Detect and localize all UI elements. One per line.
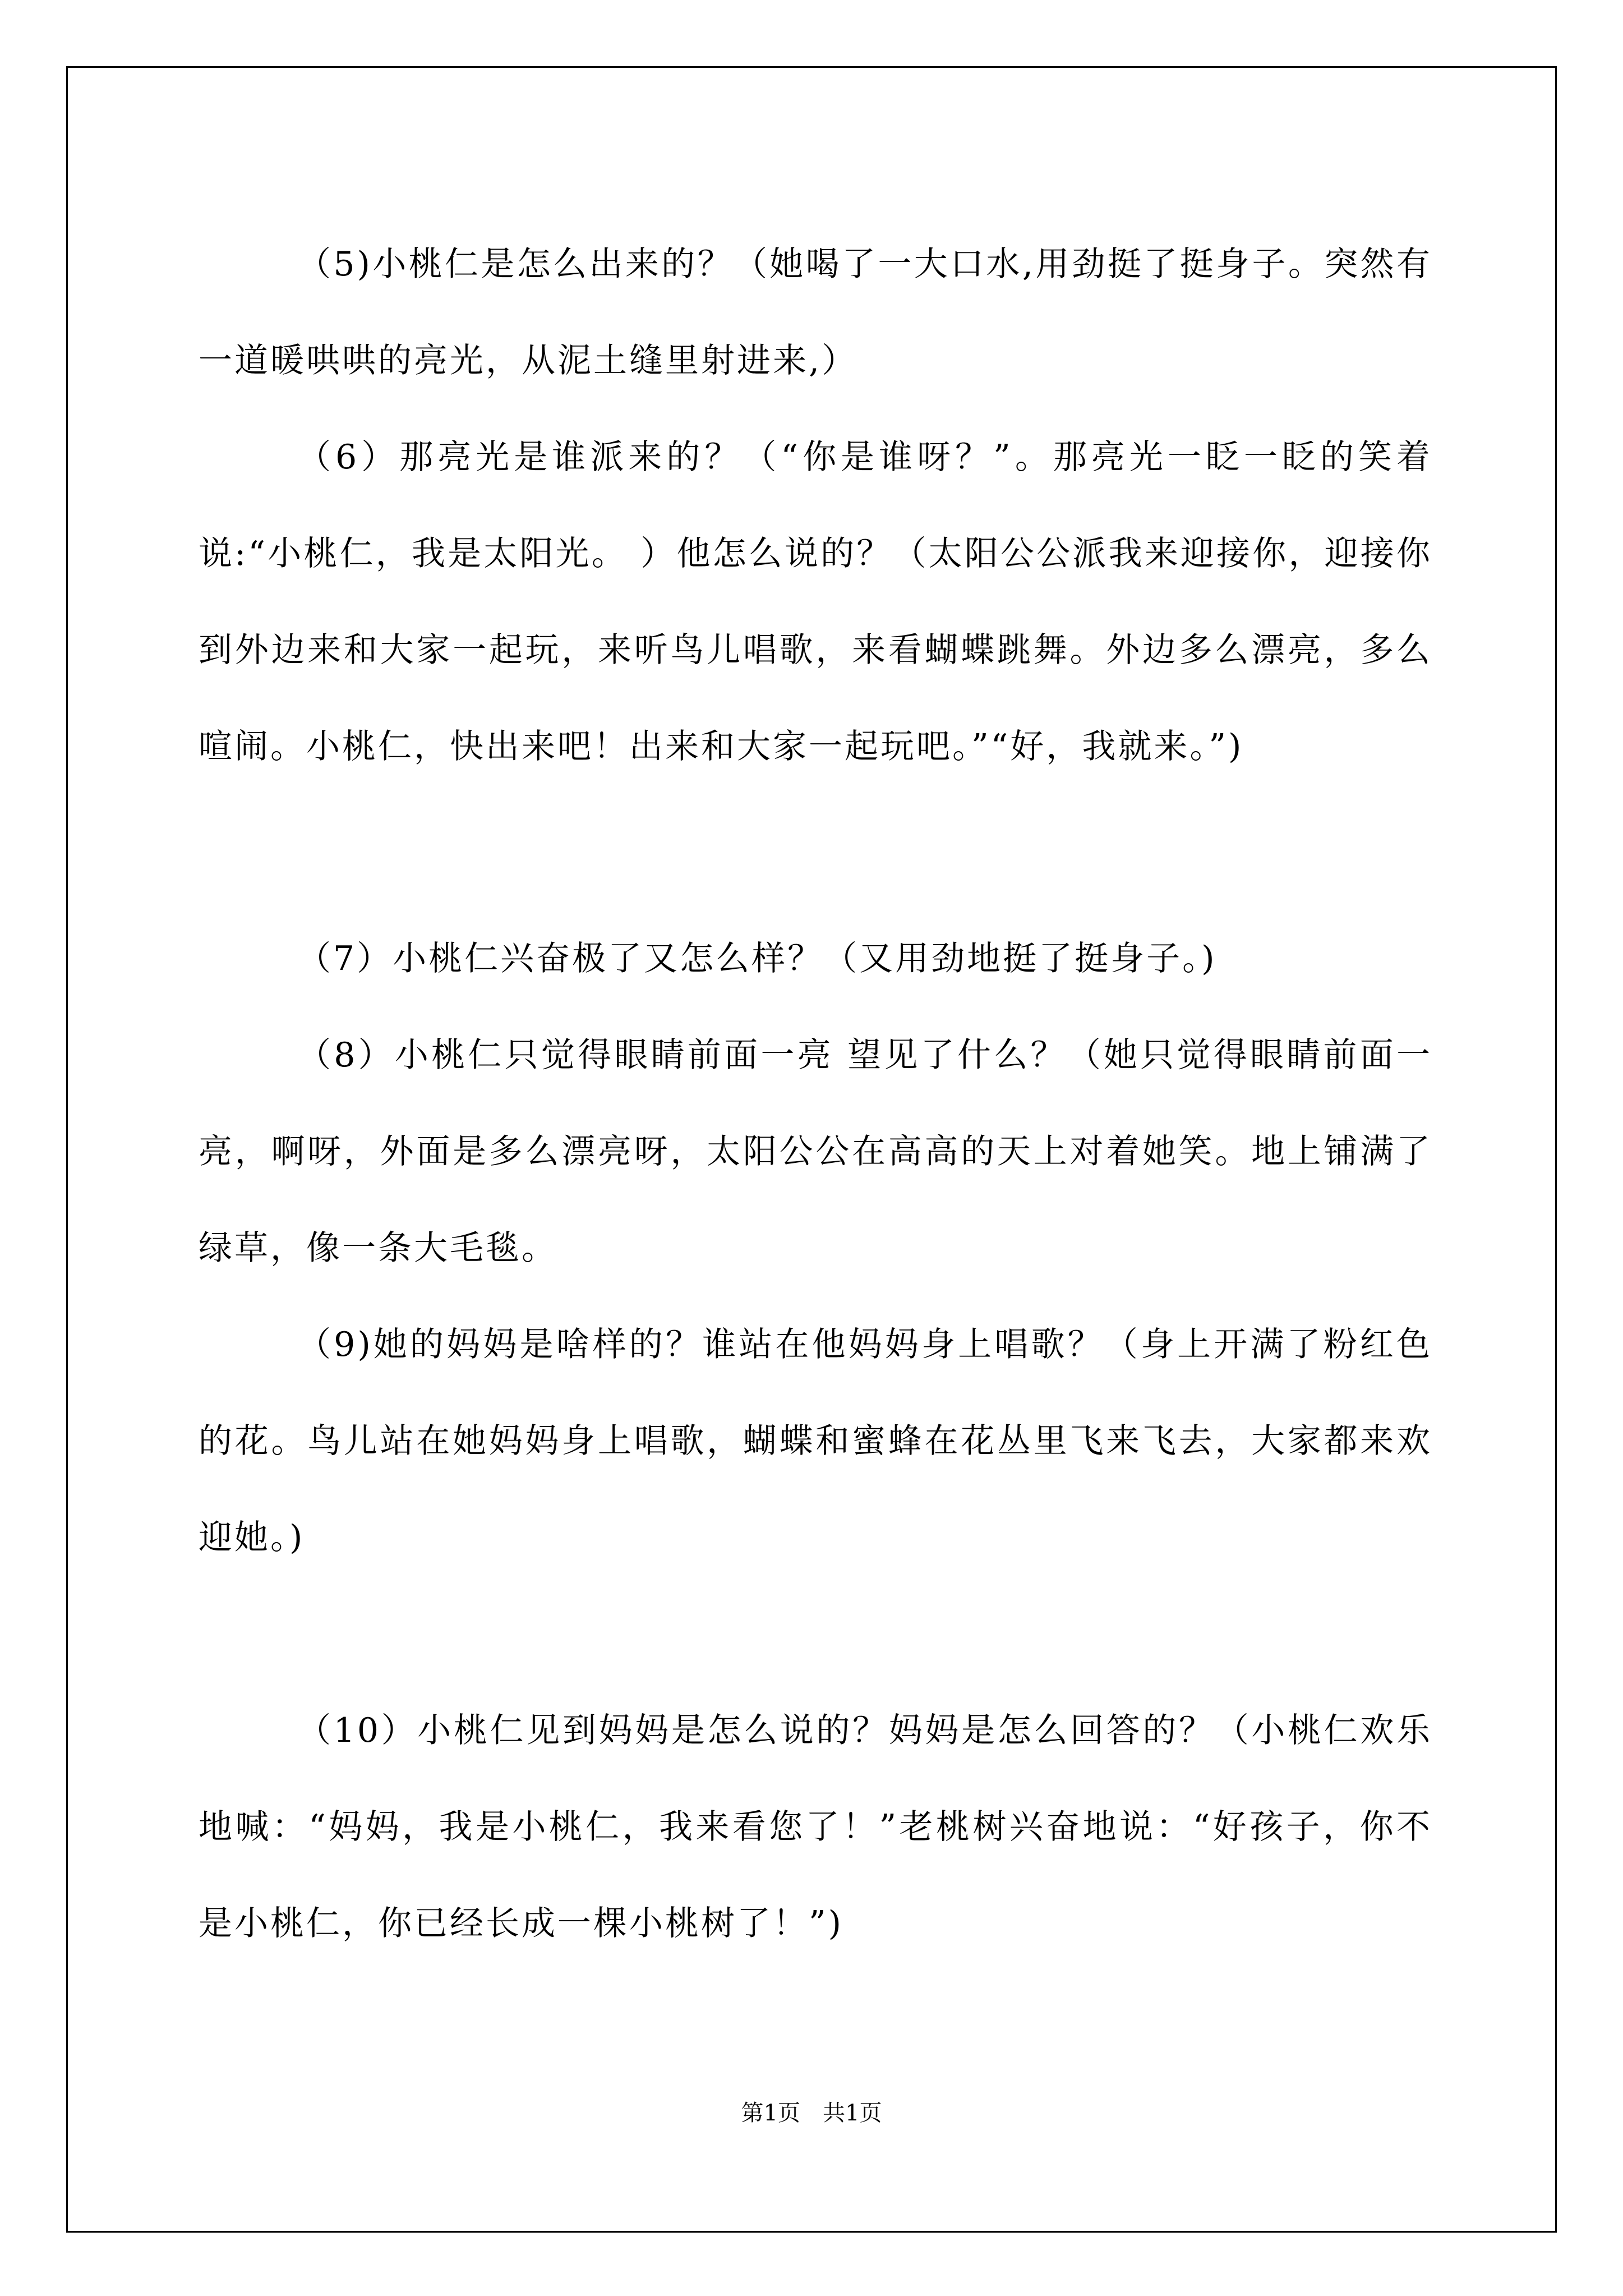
paragraph-8: （8）小桃仁只觉得眼睛前面一亮 望见了什么？（她只觉得眼睛前面一亮，啊呀，外面是多么漂亮呀，太阳公公在高高的天上对着她笑。地上铺满了绿草，像一条大毛毯。 — [199, 1036, 1432, 1268]
paragraph-9: （9)她的妈妈是啥样的？谁站在他妈妈身上唱歌？（身上开满了粉红色的花。鸟儿站在她妈妈身上唱歌，蝴蝶和蜜蜂在花丛里飞来飞去，大家都来欢迎她。) — [199, 1325, 1432, 1557]
paragraph-6: （6）那亮光是谁派来的？（“你是谁呀？”。那亮光一眨一眨的笑着说:“小桃仁，我是太阳光。 ）他怎么说的？（太阳公公派我来迎接你，迎接你到外边来和大家一起玩，来听鸟儿唱歌，来看蝴蝶跳舞。外边多么漂亮，多么喧闹。小桃仁，快出来吧！出来和大家一起玩吧。”“好，我就来。”) — [199, 438, 1432, 766]
paragraph-5: （5)小桃仁是怎么出来的？（她喝了一大口水,用劲挺了挺身子。突然有一道暖哄哄的亮光，从泥土缝里射进来,） — [199, 245, 1432, 380]
page-number: 第1页 共1页 — [741, 2100, 882, 2126]
paragraph-7: （7）小桃仁兴奋极了又怎么样？（又用劲地挺了挺身子。) — [297, 939, 1217, 978]
paragraph-10: （10）小桃仁见到妈妈是怎么说的？妈妈是怎么回答的？（小桃仁欢乐地喊：“妈妈，我是小桃仁，我来看您了！”老桃树兴奋地说：“好孩子，你不是小桃仁，你已经长成一棵小桃树了！”) — [199, 1711, 1432, 1943]
